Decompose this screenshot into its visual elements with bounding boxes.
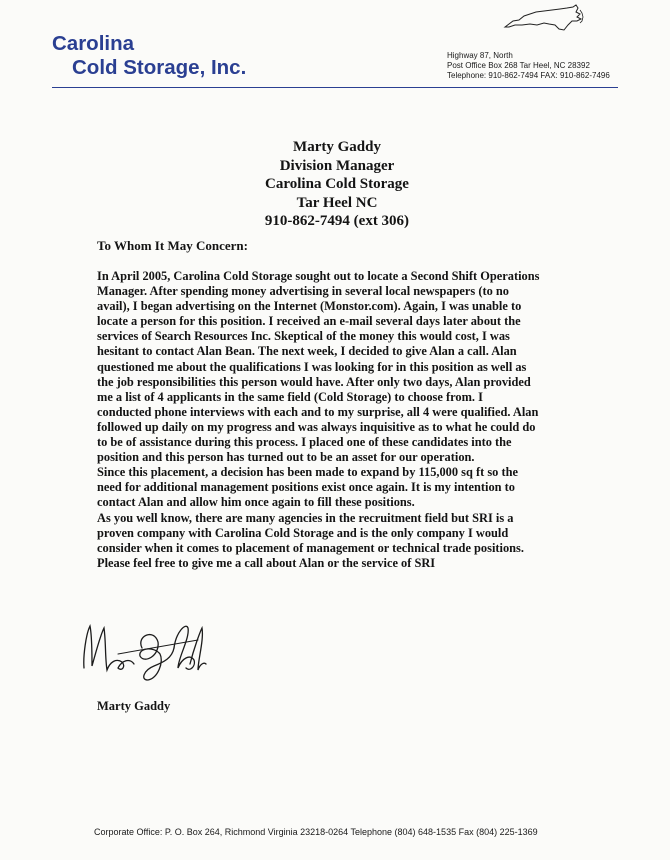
signature-name: Marty Gaddy	[97, 699, 171, 713]
header-address	[447, 51, 610, 81]
sender-block	[0, 138, 670, 231]
body-line: Please feel free to give me a call about Alan or the service of SRI	[97, 555, 436, 570]
sender-line: Tar Heel NC	[296, 194, 378, 211]
letterhead-divider	[52, 87, 618, 88]
sender-line: Division Manager	[279, 157, 395, 174]
sender-line: Carolina Cold Storage	[265, 176, 409, 192]
handwritten-signature	[78, 618, 210, 684]
body-line: proven company with Carolina Cold Storage and is the only company I would	[97, 525, 509, 540]
body-line: questioned me about the qualifications I was looking for in this position as well as	[97, 359, 527, 374]
letter-body	[97, 269, 617, 571]
body-line: followed up daily on my progress and was always inquisitive as to what he could do	[97, 419, 536, 434]
sender-line: Marty Gaddy	[293, 139, 381, 155]
body-line: hesitant to contact Alan Bean. The next week, I decided to give Alan a call. Alan	[97, 344, 517, 359]
body-line: the job responsibilities this person would have. After only two days, Alan provided	[97, 374, 531, 389]
body-line: me a list of 4 applicants in the same field (Cold Storage) to choose from. I	[97, 389, 483, 404]
salutation: To Whom It May Concern:	[97, 238, 248, 253]
body-line: to be of assistance during this process. I placed one of these candidates into the	[97, 435, 512, 450]
body-line: Manager. After spending money advertising in several local newspapers (to no	[97, 284, 509, 299]
address-line: Post Office Box 268 Tar Heel, NC 28392	[447, 61, 590, 70]
sender-line: 910-862-7494 (ext 306)	[264, 213, 410, 229]
body-line: In April 2005, Carolina Cold Storage sought out to locate a Second Shift Operations	[97, 269, 540, 283]
address-line: Highway 87, North	[447, 51, 513, 60]
body-line: Since this placement, a decision has been made to expand by 115,000 sq ft so the	[97, 465, 518, 480]
company-name-line-2: Cold Storage, Inc.	[72, 56, 247, 79]
north-carolina-outline-icon	[503, 4, 587, 32]
body-line: services of Search Resources Inc. Skeptical of the money this would cost, I was	[97, 329, 510, 344]
company-name-line-1: Carolina	[52, 32, 135, 55]
body-line: contact Alan and allow him once again to fill these positions.	[97, 495, 415, 510]
footer-corporate-office: Corporate Office: P. O. Box 264, Richmond Virginia 23218-0264 Telephone (804) 648-1535 Fax (804) 225-1369	[94, 827, 538, 837]
body-line: conducted phone interviews with each and to my surprise, all 4 were qualified. Alan	[97, 404, 539, 419]
body-line: position and this person has turned out to be an asset for our operation.	[97, 450, 475, 465]
body-line: As you well know, there are many agencies in the recruitment field but SRI is a	[97, 510, 514, 525]
body-line: consider when it comes to placement of management or technical trade positions.	[97, 540, 524, 555]
body-line: need for additional management positions exist once again. It is my intention to	[97, 480, 515, 495]
body-line: avail), I began advertising on the Internet (Monstor.com). Again, I was unable to	[97, 299, 522, 314]
company-name	[52, 32, 246, 80]
address-line: Telephone: 910-862-7494 FAX: 910-862-7496	[447, 71, 610, 80]
body-line: locate a person for this position. I received an e-mail several days later about the	[97, 314, 521, 329]
